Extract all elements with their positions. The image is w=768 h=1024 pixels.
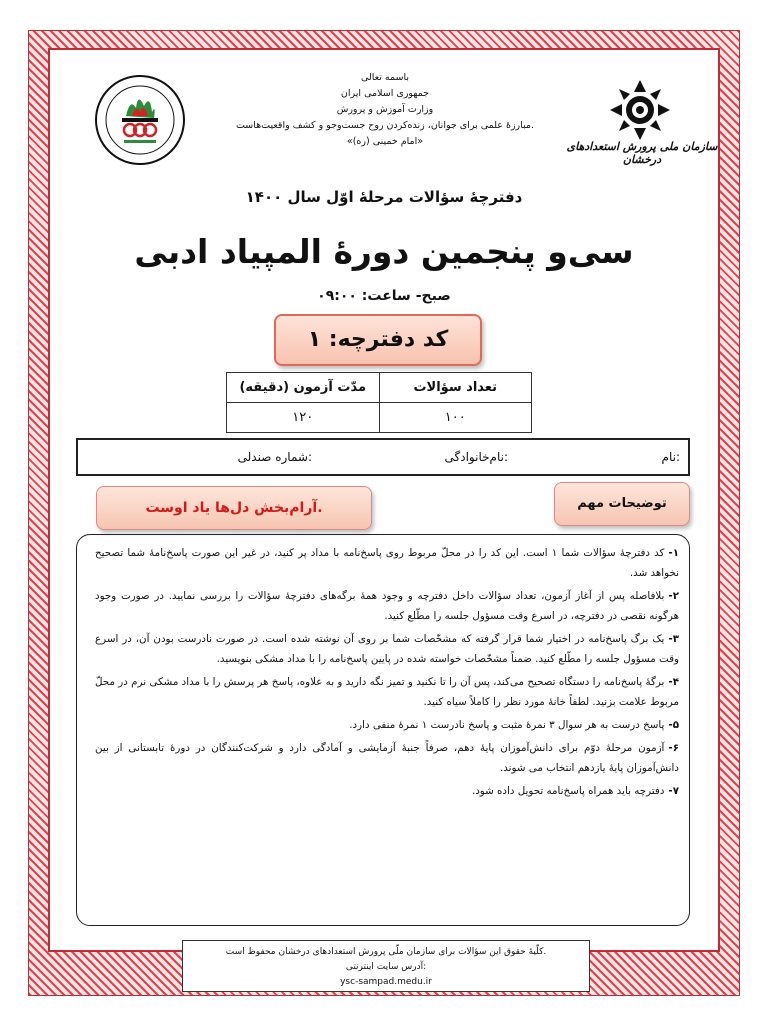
website-link[interactable]: ysc-sampad.medu.ir (340, 977, 432, 987)
list-item: ۱-کد دفترچهٔ سؤالات شما ۱ است. این کد را در محلّ مربوط روی پاسخ‌نامه با مداد پر کنید، در غیر این صورت پاسخ‌نامهٔ شما تصحیح نخواهد شد. (95, 547, 679, 579)
copyright-text: کلّیهٔ حقوق این سؤالات برای سازمان ملّی پرورش استعدادهای درخشان محفوظ است. (225, 947, 547, 957)
booklet-code-badge: کد دفترچه: ۱ (274, 314, 482, 366)
exam-time: صبح- ساعت: ۰۹:۰۰ (317, 288, 451, 304)
booklet-heading: دفترچهٔ سؤالات مرحلهٔ اوّل سال ۱۴۰۰ (245, 188, 523, 206)
website-label: آدرس سایت اینترنتی: (345, 962, 427, 972)
instructions-list (76, 534, 690, 926)
organization-emblem-icon (570, 78, 710, 142)
student-info-box (76, 438, 690, 476)
list-item: ۵-پاسخ درست به هر سوال ۳ نمرهٔ مثبت و پاسخ نادرست ۱ نمرهٔ منفی دارد. (349, 719, 679, 731)
republic-text: جمهوری اسلامی ایران (340, 88, 430, 99)
ministry-logo (92, 72, 188, 168)
seat-number-field[interactable]: شماره صندلی: (237, 450, 312, 464)
header-text-block (200, 70, 570, 150)
exam-info-table (226, 372, 532, 433)
organization-name: سازمان ملی پرورش استعدادهای درخشان (566, 140, 718, 166)
duration-header: مدّت آزمون (دقیقه) (227, 373, 380, 403)
duration-value: ۱۲۰ (227, 403, 380, 433)
important-notes-badge: توضیحات مهم (554, 482, 690, 526)
list-item: ۷-دفترچه باید همراه پاسخ‌نامه تحویل داده شود. (471, 785, 679, 797)
invocation-text: باسمه تعالی (360, 72, 410, 83)
list-item: ۳-یک برگ پاسخ‌نامه در اختیار شما قرار گرفته که مشخّصات شما بر روی آن نوشته شده است. در صورت نادرست بودن آن، در اسرع وقت مسؤول جلسه را مطّلع کنید. ضمناً مشخّصات خواسته شده در پایین پاسخ‌نامه را با مداد مشکی بنویسید. (95, 633, 679, 665)
first-name-field[interactable]: نام: (661, 450, 680, 464)
calm-quote-badge: آرام‌بخش دل‌ها یاد اوست. (96, 486, 372, 530)
last-name-field[interactable]: نام‌خانوادگی: (444, 450, 508, 464)
questions-value: ۱۰۰ (379, 403, 532, 433)
ministry-emblem-icon (92, 72, 188, 168)
quote-text: مبارزهٔ علمی برای جوانان، زنده‌کردن روح جست‌وجو و کشف واقعیت‌هاست. (235, 120, 535, 131)
ministry-text: وزارت آموزش و پرورش (336, 104, 434, 115)
quote-author: «امام خمینی (ره)» (346, 136, 424, 147)
table-row (227, 403, 532, 433)
table-row (227, 373, 532, 403)
list-item: ۲-بلافاصله پس از آغاز آزمون، تعداد سؤالات داخل دفترچه و وجود همهٔ برگه‌های دفترچهٔ سؤالات را بررسی نمایید. در صورت وجود هرگونه نقصی در دفترچه، در اسرع وقت مسؤول جلسه را مطّلع کنید. (95, 590, 679, 622)
questions-header: تعداد سؤالات (379, 373, 532, 403)
copyright-box (182, 940, 590, 992)
organization-logo (566, 78, 718, 168)
list-item: ۴-برگهٔ پاسخ‌نامه را دستگاه تصحیح می‌کند، پس آن را تا نکنید و تمیز نگه دارید و به علاوه، پاسخ هر پرسش را با مداد مشکی نرم در محلّ مربوط علامت بزنید. لطفاً خانهٔ مورد نظر را کاملاً سیاه کنید. (95, 676, 679, 708)
page-title: سی‌و پنجمین دورهٔ المپیاد ادبی (134, 232, 634, 271)
list-item: ۶-آزمون مرحلهٔ دوّم برای دانش‌آموزان پایهٔ دهم، صرفاً جنبهٔ آزمایشی و آمادگی دارد و شرکت‌کنندگان در دورهٔ تابستانی از بین دانش‌آموزان پایهٔ یازدهم انتخاب می شوند. (95, 742, 679, 774)
